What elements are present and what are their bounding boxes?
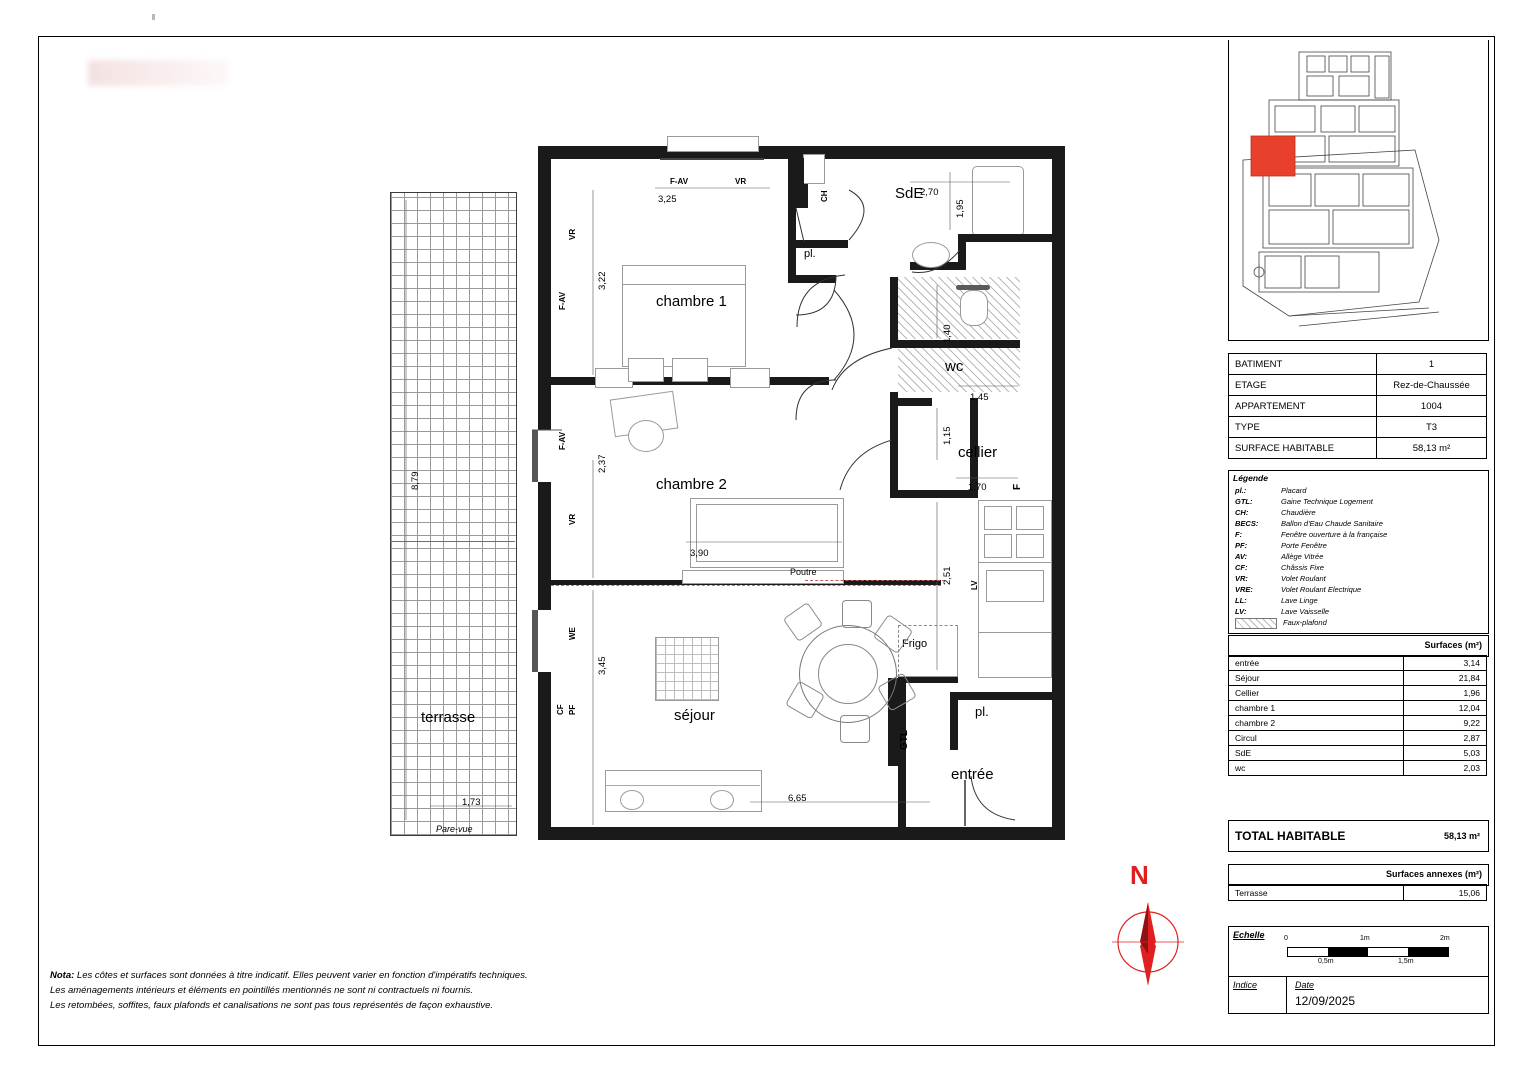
legend-key: VRE: — [1235, 585, 1253, 594]
legend-value: Châssis Fixe — [1281, 563, 1324, 572]
annexes-header — [1228, 864, 1489, 886]
total-label: TOTAL HABITABLE — [1235, 829, 1346, 843]
legend-value: Chaudière — [1281, 508, 1316, 517]
info-key: SURFACE HABITABLE — [1229, 438, 1377, 459]
tag-pf-left: PF — [568, 704, 577, 715]
label-pl-2: pl. — [975, 704, 989, 719]
indice-date-box — [1228, 976, 1489, 1014]
table-row — [1229, 417, 1487, 438]
label-pl-1: pl. — [804, 248, 816, 260]
dim-ch1-width: 3,25 — [658, 194, 677, 205]
annexes-header-label: Surfaces annexes (m²) — [1385, 869, 1482, 879]
table-row — [1229, 686, 1487, 701]
dim-sde-width: 2,70 — [920, 187, 939, 198]
scale-tick-1m: 1m — [1360, 935, 1370, 942]
annex-value: 15,06 — [1404, 885, 1487, 901]
legend-key: VR: — [1235, 574, 1248, 583]
highlighted-unit — [1251, 136, 1295, 176]
legend-item — [1229, 551, 1488, 562]
floor-plan — [390, 130, 1080, 860]
tag-fav-top: F-AV — [670, 177, 689, 186]
surface-value: 12,04 — [1404, 701, 1487, 716]
legend-item — [1229, 507, 1488, 518]
legend-key: LL: — [1235, 596, 1247, 605]
legend-item — [1229, 529, 1488, 540]
indice-label: Indice — [1233, 980, 1258, 990]
tag-lv: LV — [970, 580, 979, 590]
table-row — [1229, 731, 1487, 746]
info-value: 1 — [1377, 354, 1487, 375]
label-terrasse: terrasse — [421, 709, 476, 726]
legend-box — [1228, 470, 1489, 634]
dim-terrasse-height: 8,79 — [410, 471, 421, 490]
legend-value: Volet Roulant Electrique — [1281, 585, 1362, 594]
tag-gtl: GTL — [899, 730, 910, 750]
dim-cellier-width: 1,70 — [968, 482, 987, 493]
surfaces-header-label: Surfaces (m²) — [1424, 640, 1482, 650]
table-row — [1229, 375, 1487, 396]
dim-sde-height: 1,95 — [955, 199, 966, 218]
info-value: Rez-de-Chaussée — [1377, 375, 1487, 396]
note-line-2: Les aménagements intérieurs et éléments en pointillés mentionnés ne sont ni contractuels ni fournis. — [50, 985, 473, 996]
surface-label: chambre 1 — [1229, 701, 1404, 716]
info-value: 1004 — [1377, 396, 1487, 417]
apartment-info-table — [1228, 353, 1487, 459]
surfaces-header — [1228, 635, 1489, 657]
legend-item — [1229, 540, 1488, 551]
legend-key: AV: — [1235, 552, 1248, 561]
tag-we-left: WE — [568, 627, 577, 640]
scale-box — [1228, 926, 1489, 977]
tag-vr-left1: VR — [568, 228, 577, 240]
legend-item — [1229, 595, 1488, 606]
dim-ch2-height: 2,37 — [597, 454, 608, 473]
surfaces-table — [1228, 655, 1487, 776]
surface-value: 1,96 — [1404, 686, 1487, 701]
compass — [1100, 860, 1190, 990]
label-chambre2: chambre 2 — [656, 476, 727, 493]
info-value: 58,13 m² — [1377, 438, 1487, 459]
table-row — [1229, 656, 1487, 671]
legend-value: Lave Vaisselle — [1281, 607, 1330, 616]
legend-value: Fenêtre ouverture à la française — [1281, 530, 1388, 539]
site-minimap — [1228, 40, 1489, 341]
dim-ch1-height: 3,22 — [597, 271, 608, 290]
surface-label: Séjour — [1229, 671, 1404, 686]
table-row — [1229, 671, 1487, 686]
surface-label: chambre 2 — [1229, 716, 1404, 731]
tag-fav-left2: F-AV — [558, 431, 567, 450]
surface-label: Cellier — [1229, 686, 1404, 701]
date-value: 12/09/2025 — [1295, 994, 1356, 1008]
tag-vr-top: VR — [735, 177, 747, 186]
tag-fav-left1: F-AV — [558, 291, 567, 310]
surface-label: Circul — [1229, 731, 1404, 746]
indice-cell — [1229, 977, 1287, 1013]
table-row — [1229, 438, 1487, 459]
label-frigo: Frigo — [902, 638, 928, 650]
tag-f-cellier: F — [1012, 483, 1023, 490]
info-key: BATIMENT — [1229, 354, 1377, 375]
table-row — [1229, 701, 1487, 716]
surface-value: 2,87 — [1404, 731, 1487, 746]
total-value: 58,13 m² — [1443, 831, 1480, 841]
annex-label: Terrasse — [1229, 885, 1404, 901]
label-pare-vue: Pare-vue — [436, 824, 473, 834]
scale-tick-0: 0 — [1284, 935, 1288, 942]
label-sejour: séjour — [674, 707, 715, 724]
surface-value: 3,14 — [1404, 656, 1487, 671]
surface-label: entrée — [1229, 656, 1404, 671]
legend-key: CF: — [1235, 563, 1248, 572]
dim-sejour-width: 6,65 — [788, 793, 807, 804]
table-row — [1229, 396, 1487, 417]
note-line-3: Les retombées, soffites, faux plafonds et canalisations ne sont pas tous représentés de façon exhaustive. — [50, 1000, 494, 1011]
legend-value: Ballon d'Eau Chaude Sanitaire — [1281, 519, 1383, 528]
surface-value: 21,84 — [1404, 671, 1487, 686]
note-line-1: Les côtes et surfaces sont données à titre indicatif. Elles peuvent varier en fonction d'impératifs techniques. — [74, 970, 528, 981]
legend-value: Gaine Technique Logement — [1281, 497, 1373, 506]
scale-bar — [1287, 947, 1449, 957]
label-cellier: cellier — [958, 444, 998, 461]
date-label: Date — [1295, 980, 1315, 990]
legend-item — [1229, 518, 1488, 529]
info-key: TYPE — [1229, 417, 1377, 438]
tag-ch: CH — [820, 190, 829, 202]
dim-terrasse-width: 1,73 — [462, 797, 481, 808]
info-key: ETAGE — [1229, 375, 1377, 396]
legend-item — [1229, 562, 1488, 573]
table-row — [1229, 761, 1487, 776]
surface-label: wc — [1229, 761, 1404, 776]
scale-tick-15m: 1,5m — [1398, 958, 1414, 965]
scale-tick-05m: 0,5m — [1318, 958, 1334, 965]
legend-value: Placard — [1281, 486, 1307, 495]
legend-value: Volet Roulant — [1281, 574, 1326, 583]
legend-value: Porte Fenêtre — [1281, 541, 1327, 550]
dim-wc-height: 1,40 — [942, 324, 953, 343]
legend-key: BECS: — [1235, 519, 1259, 528]
table-row — [1229, 716, 1487, 731]
table-row — [1229, 885, 1487, 901]
dim-kitchen-height: 2,51 — [942, 566, 953, 585]
surface-value: 2,03 — [1404, 761, 1487, 776]
legend-item-fauxplafond — [1229, 617, 1488, 629]
dust-speck — [152, 14, 155, 20]
table-row — [1229, 354, 1487, 375]
annexes-table — [1228, 884, 1487, 901]
legend-title: Légende — [1233, 473, 1268, 483]
legend-item — [1229, 496, 1488, 507]
info-key: APPARTEMENT — [1229, 396, 1377, 417]
legend-item — [1229, 485, 1488, 496]
legend-key: PF: — [1235, 541, 1248, 550]
dimension-lines — [390, 130, 1080, 860]
tag-vr-left2: VR — [568, 513, 577, 525]
scale-label: Echelle — [1233, 930, 1265, 940]
label-wc: wc — [945, 358, 964, 375]
dim-ch2-width: 3,90 — [690, 548, 709, 559]
legend-item — [1229, 584, 1488, 595]
info-value: T3 — [1377, 417, 1487, 438]
legend-key: LV: — [1235, 607, 1247, 616]
surface-value: 5,03 — [1404, 746, 1487, 761]
legend-key: CH: — [1235, 508, 1249, 517]
compass-rose-icon — [1106, 894, 1190, 990]
dim-sejour-height: 3,45 — [597, 656, 608, 675]
legend-item — [1229, 606, 1488, 617]
dim-cellier-height: 1,15 — [942, 426, 953, 445]
surface-label: SdE — [1229, 746, 1404, 761]
minimap-svg — [1229, 40, 1488, 340]
tag-cf-left: CF — [556, 704, 565, 715]
label-entree: entrée — [951, 766, 994, 783]
legend-key: F: — [1235, 530, 1243, 539]
legend-value: Faux-plafond — [1283, 618, 1327, 627]
legend-key: pl.: — [1235, 486, 1247, 495]
label-sde: SdE — [895, 185, 924, 202]
compass-north-label: N — [1130, 860, 1149, 890]
label-chambre1: chambre 1 — [656, 293, 727, 310]
legend-item — [1229, 573, 1488, 584]
surface-value: 9,22 — [1404, 716, 1487, 731]
note-prefix: Nota: — [50, 970, 75, 981]
dim-wc-width: 1,45 — [970, 392, 989, 403]
total-habitable-box — [1228, 820, 1489, 852]
faux-plafond-swatch — [1235, 618, 1277, 629]
table-row — [1229, 746, 1487, 761]
legend-value: Lave Linge — [1281, 596, 1318, 605]
legend-value: Allège Vitrée — [1281, 552, 1324, 561]
label-poutre: Poutre — [790, 567, 817, 577]
scale-tick-2m: 2m — [1440, 935, 1450, 942]
legend-key: GTL: — [1235, 497, 1253, 506]
footer-note — [50, 968, 750, 1013]
